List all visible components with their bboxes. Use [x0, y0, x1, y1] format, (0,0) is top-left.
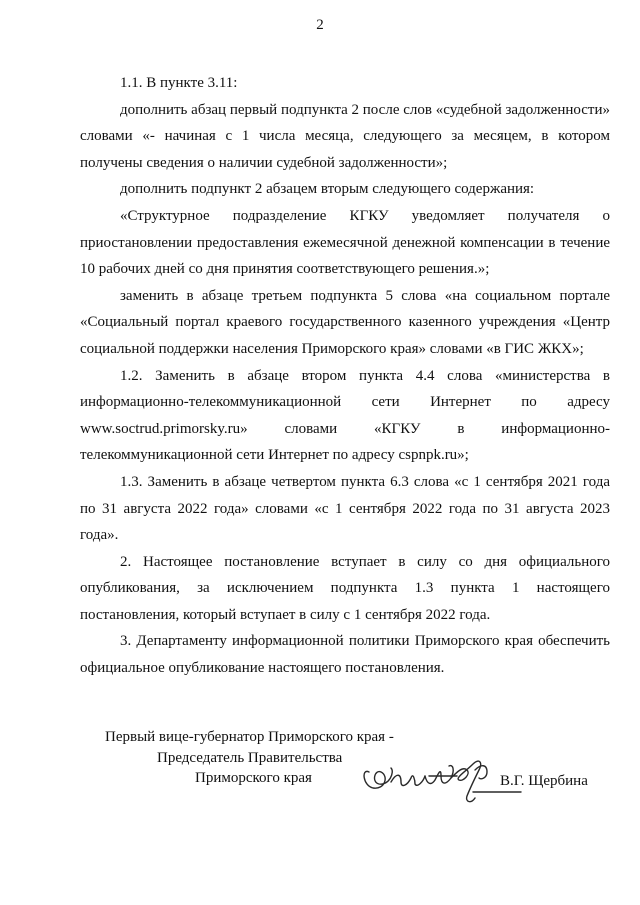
paragraph-amend-subpoint-2: дополнить абзац первый подпункта 2 после слов «судебной задолженности» словами «- начиная с 1 числа месяца, следующего за месяцем, в котором получены сведения о наличии судебной задолженности»; [80, 101, 610, 171]
paragraph-replace-subpoint-5: заменить в абзаце третьем подпункта 5 слова «на социальном портале «Социальный портал краевого государственного казенного учреждения «Центр социальной поддержки населения Приморского края» словами «в ГИС ЖКХ»; [80, 287, 610, 357]
paragraph-quote-kgku: «Структурное подразделение КГКУ уведомляет получателя о приостановлении предоставления ежемесячной денежной компенсации в течение 10 рабочих дней со дня принятия соответствующего решения.»; [80, 207, 610, 278]
signatory-position-line-1: Первый вице-губернатор Приморского края - [105, 729, 394, 745]
signatory-position-line-3: Приморского края [195, 770, 312, 786]
paragraph-1-3: 1.3. Заменить в абзаце четвертом пункта 6.3 слова «с 1 сентября 2021 года по 31 августа 2022 года» словами «с 1 сентября 2022 года по 31 августа 2023 года». [80, 473, 610, 544]
paragraph-3: 3. Департаменту информационной политики Приморского края обеспечить официальное опубликование настоящего постановления. [80, 633, 610, 677]
paragraph-1-1: 1.1. В пункте 3.11: [120, 75, 238, 91]
paragraph-2: 2. Настоящее постановление вступает в силу со дня официального опубликования, за исключением подпункта 1.3 пункта 1 настоящего постановления, который вступает в силу с 1 сентября 2022 года. [80, 553, 610, 623]
handwritten-signature [355, 742, 525, 812]
page-number: 2 [316, 17, 324, 33]
paragraph-1-2: 1.2. Заменить в абзаце втором пункта 4.4 слова «министерства в информационно-телекоммуникационной сети Интернет по адресу www.soctrud.primorsky.ru» словами «КГКУ в информационно-телекоммуникационной сети Интернет по адресу cspnpk.ru»; [80, 367, 610, 464]
document-body [80, 70, 610, 682]
paragraph-add-second-para: дополнить подпункт 2 абзацем вторым следующего содержания: [120, 181, 535, 198]
signatory-position-line-2: Председатель Правительства [157, 750, 343, 766]
signatory-name: В.Г. Щербина [500, 773, 588, 789]
